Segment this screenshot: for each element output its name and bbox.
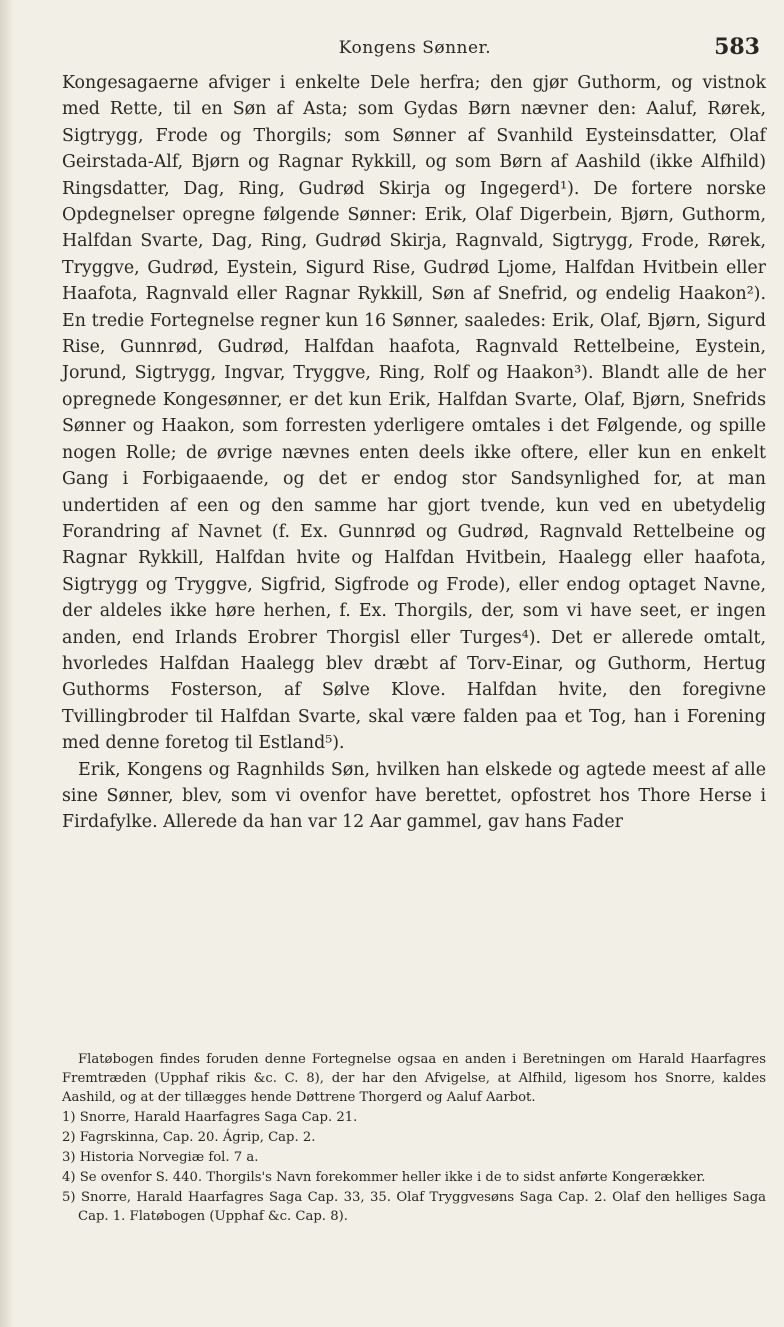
- footnote-text: Se ovenfor S. 440. Thorgils's Navn forekommer heller ikke i de to sidst anførte Kongerækker.: [79, 1170, 706, 1185]
- footnote-text: Fagrskinna, Cap. 20. Ágrip, Cap. 2.: [79, 1130, 316, 1145]
- running-title: Kongens Sønner.: [338, 38, 492, 58]
- footnote: [62, 1148, 766, 1167]
- footnote-text: Snorre, Harald Haarfagres Saga Cap. 21.: [79, 1110, 358, 1125]
- footnote-mark: 5): [62, 1190, 76, 1205]
- footnote: [62, 1128, 766, 1147]
- footnote-continuation: Flatøbogen findes foruden denne Fortegnelse ogsaa en anden i Beretningen om Harald Haarfagres Fremtræden (Upphaf rikis &c. C. 8), der har den Afvigelse, at Alfhild, ligesom hos Snorre, kaldes Aashild, og at der tillægges hende Døttrene Thorgerd og Aaluf Aarbot.: [62, 1052, 766, 1105]
- footnote-mark: 2): [62, 1130, 76, 1145]
- paragraph: Erik, Kongens og Ragnhilds Søn, hvilken han elskede og agtede meest af alle sine Sønner, blev, som vi ovenfor have berettet, opfostret hos Thore Herse i Firdafylke. Allerede da han var 12 Aar gammel, gav hans Fader: [62, 759, 766, 833]
- footnote: [62, 1168, 766, 1187]
- page-gutter: [0, 0, 14, 1327]
- footnote-mark: 4): [62, 1170, 76, 1185]
- footnote-mark: 3): [62, 1150, 76, 1165]
- footnote: [62, 1108, 766, 1127]
- footnote: [62, 1188, 766, 1226]
- footnote-text: Historia Norvegiæ fol. 7 a.: [79, 1150, 259, 1165]
- page-number: 583: [714, 34, 760, 60]
- body-text: [62, 70, 766, 836]
- footnote-text: Snorre, Harald Haarfagres Saga Cap. 33, 35. Olaf Tryggvesøns Saga Cap. 2. Olaf den helliges Saga Cap. 1. Flatøbogen (Upphaf &c. Cap. 8).: [78, 1190, 766, 1224]
- footnote-mark: 1): [62, 1110, 76, 1125]
- paragraph: Kongesagaerne afviger i enkelte Dele herfra; den gjør Guthorm, og vistnok med Rette, til en Søn af Asta; som Gydas Børn nævner den: Aaluf, Rørek, Sigtrygg, Frode og Thorgils; som Sønner af Svanhild Eysteinsdatter, Olaf Geirstada-Alf, Bjørn og Ragnar Rykkill, og som Børn af Aashild (ikke Alfhild) Ringsdatter, Dag, Ring, Gudrød Skirja og Ingegerd¹). De fortere norske Opdegnelser opregne følgende Sønner: Erik, Olaf Digerbein, Bjørn, Guthorm, Halfdan Svarte, Dag, Ring, Gudrød Skirja, Ragnvald, Sigtrygg, Frode, Rørek, Tryggve, Gudrød, Eystein, Sigurd Rise, Gudrød Ljome, Halfdan Hvitbein eller Haafota, Ragnvald eller Ragnar Rykkill, Søn af Snefrid, og endelig Haakon²). En tredie Fortegnelse regner kun 16 Sønner, saaledes: Erik, Olaf, Bjørn, Sigurd Rise, Gunnrød, Gudrød, Halfdan haafota, Ragnvald Rettelbeine, Eystein, Jorund, Sigtrygg, Ingvar, Tryggve, Ring, Rolf og Haakon³). Blandt alle de her opregnede Kongesønner, er det kun Erik, Halfdan Svarte, Olaf, Bjørn, Snefrids Sønner og Haakon, som forresten yderligere omtales i det Følgende, og spille nogen Rolle; de øvrige nævnes enten deels ikke oftere, eller kun en enkelt Gang i Forbigaaende, og det er endog stor Sandsynlighed for, at man undertiden af een og den samme har gjort tvende, kun ved en ubetydelig Forandring af Navnet (f. Ex. Gunnrød og Gudrød, Ragnvald Rettelbeine og Ragnar Rykkill, Halfdan hvite og Halfdan Hvitbein, Haalegg eller haafota, Sigtrygg og Tryggve, Sigfrid, Sigfrode og Frode), eller endog optaget Navne, der aldeles ikke høre herhen, f. Ex. Thorgils, der, som vi have seet, er ingen anden, end Irlands Erobrer Thorgisl eller Turges⁴). Det er allerede omtalt, hvorledes Halfdan Haalegg blev dræbt af Torv-Einar, og Guthorm, Hertug Guthorms Fosterson, af Sølve Klove. Halfdan hvite, den foregivne Tvillingbroder til Halfdan Svarte, skal være falden paa et Tog, han i Forening med denne foretog til Estland⁵).: [62, 73, 766, 754]
- footnotes: [62, 1050, 766, 1227]
